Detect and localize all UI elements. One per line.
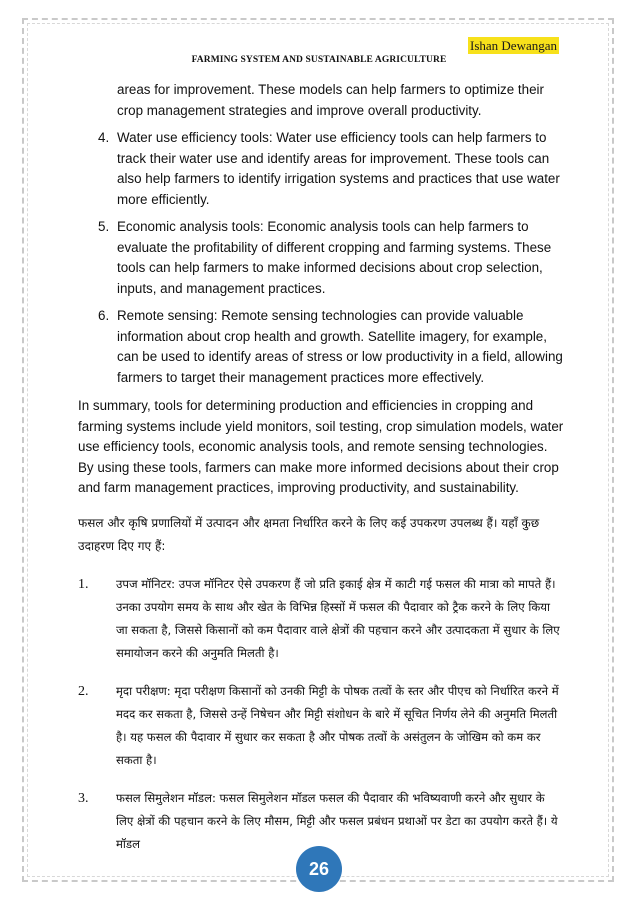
list-item-number: 5. (98, 219, 110, 234)
hindi-list-item-text: मृदा परीक्षण: मृदा परीक्षण किसानों को उनकी मिट्टी के पोषक तत्वों के स्तर और पीएच को निर्धारित करने में मदद कर सकता है, जिससे उन्हें निषेचन और मिट्टी संशोधन के बारे में सूचित निर्णय लेने की अनुमति मिलती है। यह फसल की पैदावार में सुधार कर सकता है और पोषक तत्वों के असंतुलन के जोखिम को कम कर सकता है। (116, 683, 559, 767)
hindi-list-item-number: 3. (78, 790, 89, 806)
list-item-text: Remote sensing: Remote sensing technologies can provide valuable information about crop health and growth. Satellite imagery, for example, can be used to identify areas of stress or low productivity in a field, allowing farmers to target their management practices more effectively. (117, 308, 563, 385)
running-title: FARMING SYSTEM AND SUSTAINABLE AGRICULTURE (191, 55, 447, 65)
list-item (98, 217, 564, 299)
hindi-list-item-number: 2. (78, 683, 89, 699)
page-number-badge: 26 (296, 846, 342, 892)
list-item-number: 4. (98, 130, 110, 145)
hindi-list-item (78, 680, 564, 772)
list-item-text: Economic analysis tools: Economic analysis tools can help farmers to evaluate the profitability of different cropping and farming systems. These tools can help farmers to make informed decisions about crop selection, inputs, and management practices. (117, 219, 552, 296)
list-item (98, 128, 564, 210)
hindi-list-item-text: उपज मॉनिटर: उपज मॉनिटर ऐसे उपकरण हैं जो प्रति इकाई क्षेत्र में काटी गई फसल की मात्रा को मापते हैं। उनका उपयोग समय के साथ और खेत के विभिन्न हिस्सों में फसल की पैदावार को ट्रैक करने के लिए किया जा सकता है, जिससे किसानों को कम पैदावार वाले क्षेत्रों की पहचान करने और उत्पादकता में सुधार के लिए समायोजन करने की अनुमति मिलती है। (116, 576, 560, 660)
summary-paragraph: In summary, tools for determining production and efficiencies in cropping and farming systems include yield monitors, soil testing, crop simulation models, water use efficiency tools, economic analysis tools, and remote sensing technologies. By using these tools, farmers can make more informed decisions about their crop and farm management practices, improving productivity, and sustainability. (78, 398, 564, 495)
hindi-list-item-text: फसल सिमुलेशन मॉडल: फसल सिमुलेशन मॉडल फसल की पैदावार की भविष्यवाणी करने और सुधार के लिए क्षेत्रों की पहचान करने के लिए मौसम, मिट्टी और फसल प्रबंधन प्रथाओं पर डेटा का उपयोग करते हैं। ये मॉडल (116, 790, 558, 851)
list-item-number: 6. (98, 308, 110, 323)
page-content (78, 80, 564, 856)
hindi-list-item (78, 573, 564, 665)
hindi-intro-paragraph: फसल और कृषि प्रणालियों में उत्पादन और क्षमता निर्धारित करने के लिए कई उपकरण उपलब्ध हैं। यहाँ कुछ उदाहरण दिए गए हैं: (78, 515, 540, 553)
list-item-text: Water use efficiency tools: Water use efficiency tools can help farmers to track their water use and identify areas for improvement. These tools can also help farmers to identify irrigation systems and practices that use water more efficiently. (117, 130, 560, 207)
hindi-list-item-number: 1. (78, 576, 89, 592)
continuation-paragraph: areas for improvement. These models can help farmers to optimize their crop management strategies and improve overall productivity. (117, 82, 544, 118)
list-item (98, 306, 564, 388)
author-name: Ishan Dewangan (470, 38, 557, 53)
